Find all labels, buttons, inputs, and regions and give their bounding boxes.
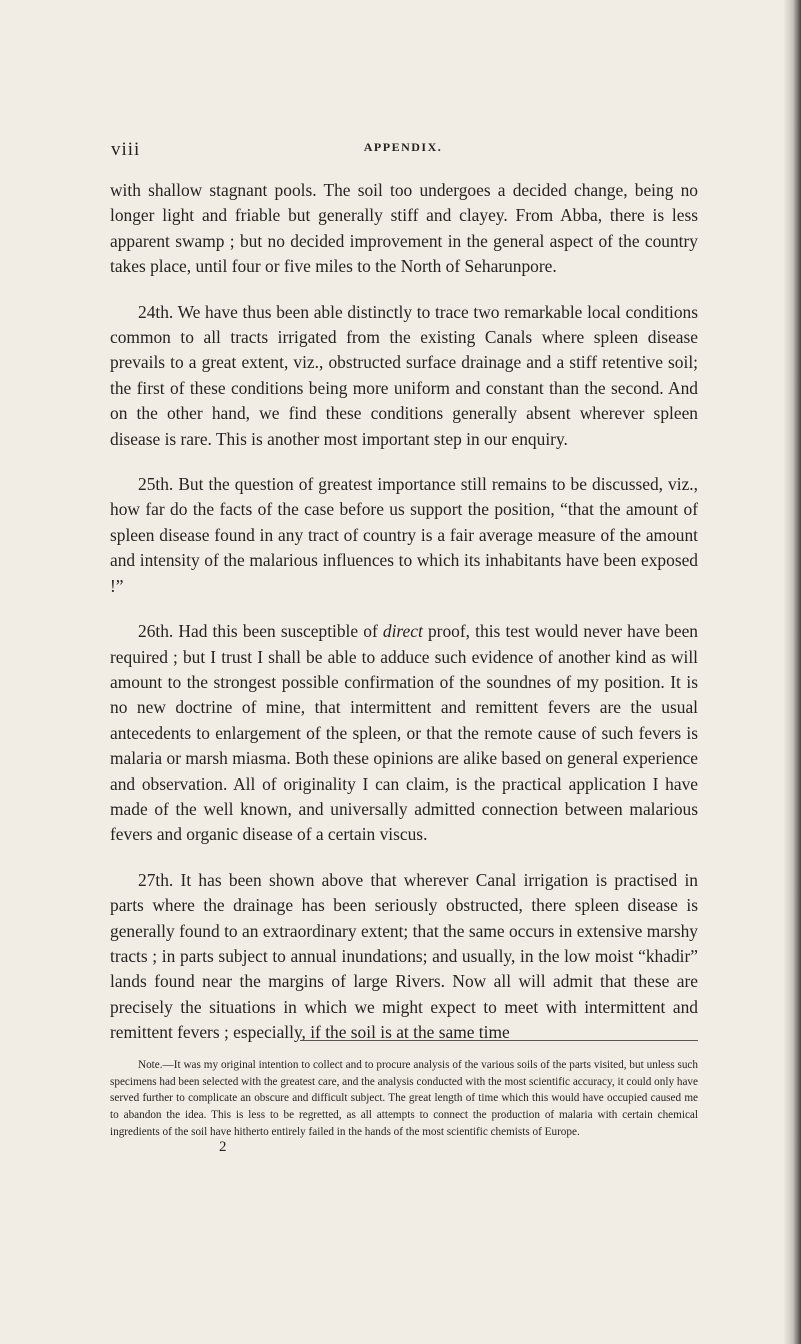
running-head: APPENDIX. (363, 140, 443, 154)
paragraph-continuation: with shallow stagnant pools. The soil too undergoes a decided change, being no longer light and friable but generally stiff and clayey. From Abba, there is less apparent swamp ; but no decided improvement in the general aspect of the country takes place, until four or five miles to the North of Seharunpore. (110, 180, 698, 277)
paragraph-26th-italic: direct (382, 621, 423, 642)
page-header (103, 139, 703, 163)
paragraph-25th: 25th. But the question of greatest importance still remains to be discussed, viz., how far do the facts of the case before us support the position, “that the amount of spleen disease found in any tract of country is a fair average measure of the amount and intensity of the malarious influences to which its inhabitants have been exposed !” (110, 474, 698, 596)
footnote-rule (300, 1040, 698, 1041)
paragraph-26th (110, 619, 698, 848)
paragraph-26th-start: 26th. Had this been susceptible of (138, 621, 383, 642)
page-edge-shadow (783, 0, 801, 1344)
body-text (110, 178, 698, 1066)
page-number: viii (111, 139, 141, 160)
signature-mark: 2 (219, 1139, 227, 1155)
paragraph-24th: 24th. We have thus been able distinctly to trace two remarkable local conditions common to all tracts irrigated from the existing Canals where spleen disease prevails to a great extent, viz., obstructed surface drainage and a stiff retentive soil; the first of these conditions being more uniform and constant than the second. And on the other hand, we find these conditions generally absent wherever spleen disease is rare. This is another most important step in our enquiry. (110, 301, 698, 449)
paragraph-27th: 27th. It has been shown above that wherever Canal irrigation is practised in parts where the drainage has been seriously obstructed, there spleen disease is generally found to an extraordinary extent; that the same occurs in extensive marshy tracts ; in parts subject to annual inundations; and usually, in the low moist “khadir” lands found near the margins of large Rivers. Now all will admit that these are precisely the situations in which we might expect to meet with intermittent and remittent fevers ; especially, if the soil is at the same time (110, 869, 698, 1043)
footnote: Note.—It was my original intention to collect and to procure analysis of the various soils of the parts visited, but unless such specimens had been selected with the greatest care, and the analysis conducted with the most scientific accuracy, it could only have served further to complicate an obscure and difficult subject. The great length of time which this would have occupied caused me to abandon the idea. This is less to be regretted, as all attempts to connect the production of malaria with certain chemical ingredients of the soil have hitherto entirely failed in the hands of the most scientific chemists of Europe. (110, 1059, 698, 1138)
paragraph-26th-rest: proof, this test would never have been required ; but I trust I shall be able to adduce such evidence of another kind as will amount to the strongest possible confirmation of the soundnes of my position. It is no new doctrine of mine, that intermittent and remittent fevers are the usual antecedents to enlargement of the spleen, or that the remote cause of such fevers is malaria or marsh miasma. Both these opinions are alike based on general experience and observation. All of originality I can claim, is the practical application I have made of the well known, and universally admitted connection between malarious fevers and organic disease of a certain viscus. (110, 621, 698, 845)
